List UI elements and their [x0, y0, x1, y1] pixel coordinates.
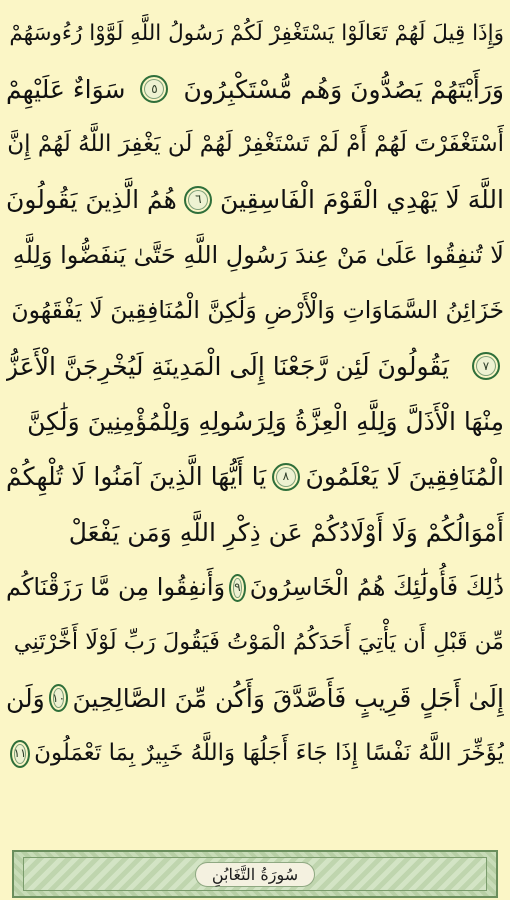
verse-line [6, 505, 504, 560]
verse-text: ذَٰلِكَ فَأُولَٰئِكَ هُمُ الْخَاسِرُونَ [249, 573, 504, 602]
surah-title: سُورَةُ التَّغَابُنِ [195, 862, 315, 887]
verse-line [6, 6, 504, 61]
verse-line [6, 726, 504, 781]
verse-text: إِلَىٰ أَجَلٍ قَرِيبٍ فَأَصَّدَّقَ وَأَكُن مِّنَ الصَّالِحِينَ [72, 683, 504, 713]
ayah-marker-icon: ١١ [10, 740, 30, 768]
verse-text: مِنْهَا الْأَذَلَّ وَلِلَّهِ الْعِزَّةُ وَلِرَسُولِهِ وَلِلْمُؤْمِنِينَ وَلَٰكِنَّ [27, 406, 504, 436]
verse-text: يَا أَيُّهَا الَّذِينَ آمَنُوا لَا تُلْهِكُمْ [6, 462, 267, 492]
verse-text: خَزَائِنُ السَّمَاوَاتِ وَالْأَرْضِ وَلَٰكِنَّ الْمُنَافِقِينَ لَا يَفْقَهُونَ [11, 296, 504, 325]
verse-line [6, 172, 504, 227]
verse-text: يَقُولُونَ لَئِن رَّجَعْنَا إِلَى الْمَدِينَةِ لَيُخْرِجَنَّ الْأَعَزُّ [6, 351, 449, 381]
verse-text: سَوَاءٌ عَلَيْهِمْ [6, 74, 126, 104]
verse-line [6, 61, 504, 116]
verse-text: وَأَنفِقُوا مِن مَّا رَزَقْنَاكُم [6, 573, 226, 602]
verse-text: يُؤَخِّرَ اللَّهُ نَفْسًا إِذَا جَاءَ أَجَلُهَا وَاللَّهُ خَبِيرٌ بِمَا تَعْمَلُونَ [34, 740, 504, 767]
ayah-marker-icon: ٦ [184, 186, 212, 214]
verse-text: لَا تُنفِقُوا عَلَىٰ مَنْ عِندَ رَسُولِ اللَّهِ حَتَّىٰ يَنفَضُّوا وَلِلَّهِ [12, 240, 504, 269]
verse-text: وَإِذَا قِيلَ لَهُمْ تَعَالَوْا يَسْتَغْفِرْ لَكُمْ رَسُولُ اللَّهِ لَوَّوْا رُءُوسَهُمْ [9, 21, 504, 47]
ayah-marker-icon: ١٠ [49, 684, 69, 712]
verse-line [6, 615, 504, 670]
verse-line [6, 449, 504, 504]
verse-text: مِّن قَبْلِ أَن يَأْتِيَ أَحَدَكُمُ الْمَوْتُ فَيَقُولَ رَبِّ لَوْلَا أَخَّرْتَنِي [13, 629, 504, 656]
verse-text: أَسْتَغْفَرْتَ لَهُمْ أَمْ لَمْ تَسْتَغْفِرْ لَهُمْ لَن يَغْفِرَ اللَّهُ لَهُمْ إِنَّ [7, 130, 504, 157]
verse-text: وَلَن [6, 683, 45, 713]
verse-line [6, 394, 504, 449]
verse-line [6, 671, 504, 726]
verse-line [6, 228, 504, 283]
verse-text: أَمْوَالُكُمْ وَلَا أَوْلَادُكُمْ عَن ذِكْرِ اللَّهِ وَمَن يَفْعَلْ [68, 517, 504, 547]
verse-line [6, 283, 504, 338]
ayah-marker-icon: ٥ [140, 75, 168, 103]
verse-lines [6, 6, 504, 838]
verse-text: اللَّهَ لَا يَهْدِي الْقَوْمَ الْفَاسِقِينَ [219, 185, 504, 215]
banner-ornament [23, 857, 488, 891]
ayah-marker-icon: ٧ [472, 352, 500, 380]
verse-line [6, 338, 504, 393]
verse-text: الْمُنَافِقِينَ لَا يَعْلَمُونَ [305, 462, 504, 492]
verse-line [6, 560, 504, 615]
surah-header-banner [12, 850, 498, 898]
verse-line [6, 117, 504, 172]
verse-text: وَرَأَيْتَهُمْ يَصُدُّونَ وَهُم مُّسْتَكْبِرُونَ [183, 74, 504, 104]
ayah-marker-icon: ٩ [229, 574, 246, 602]
verse-text: هُمُ الَّذِينَ يَقُولُونَ [6, 185, 177, 215]
ayah-marker-icon: ٨ [272, 463, 300, 491]
